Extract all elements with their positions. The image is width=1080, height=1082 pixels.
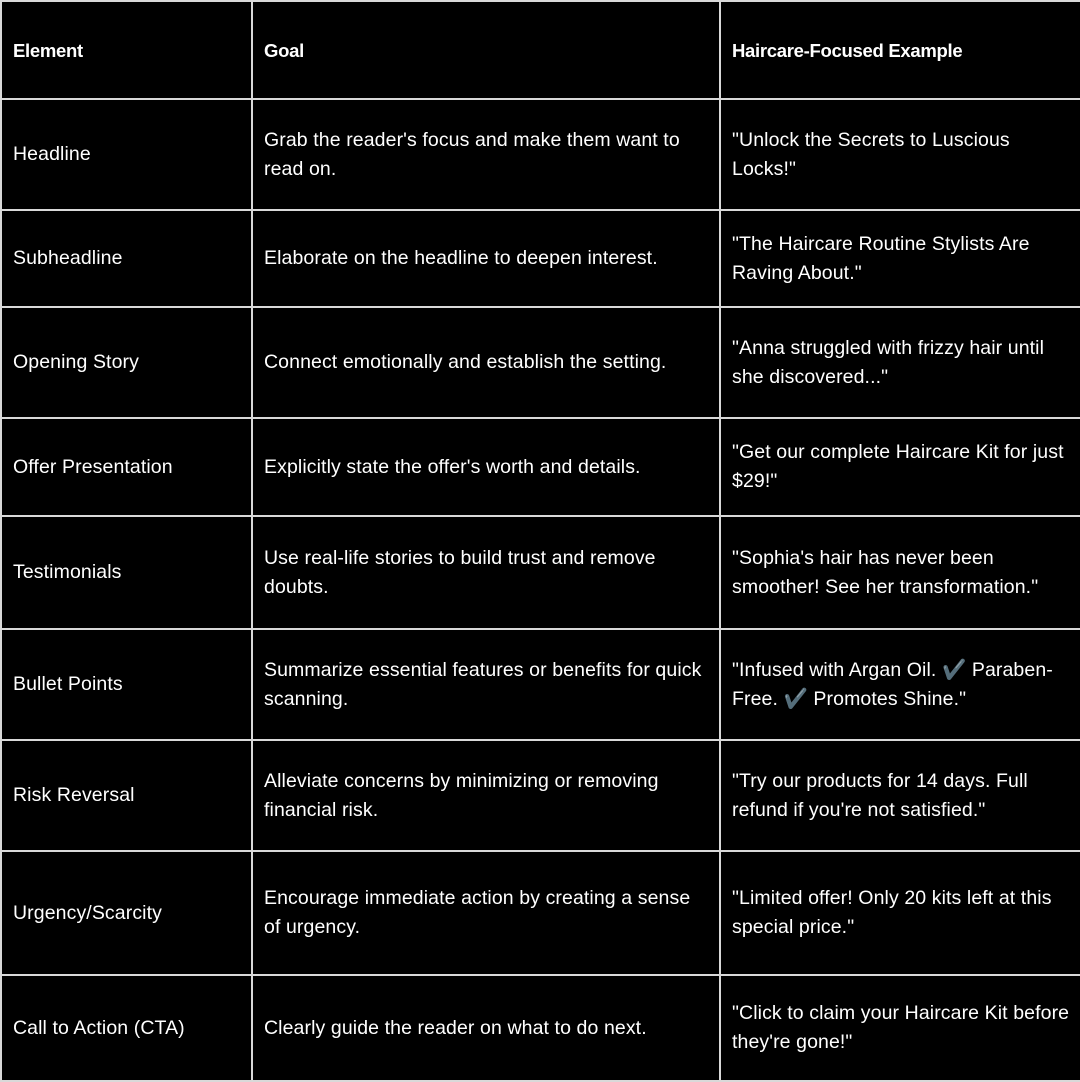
header-goal: Goal [252, 1, 720, 99]
cell-element: Testimonials [1, 516, 252, 629]
cell-goal: Encourage immediate action by creating a sense of urgency. [252, 851, 720, 975]
cell-example: "Click to claim your Haircare Kit before they're gone!" [720, 975, 1080, 1081]
table-row [1, 99, 1080, 210]
cell-goal: Connect emotionally and establish the setting. [252, 307, 720, 418]
header-row [1, 1, 1080, 99]
table-row [1, 516, 1080, 629]
cell-element: Bullet Points [1, 629, 252, 740]
cell-element: Subheadline [1, 210, 252, 307]
cell-goal: Elaborate on the headline to deepen interest. [252, 210, 720, 307]
cell-example: "Infused with Argan Oil. ✔️ Paraben-Free. ✔️ Promotes Shine." [720, 629, 1080, 740]
cell-example: "The Haircare Routine Stylists Are Raving About." [720, 210, 1080, 307]
table-row [1, 307, 1080, 418]
cell-element: Call to Action (CTA) [1, 975, 252, 1081]
cell-example: "Sophia's hair has never been smoother! See her transformation." [720, 516, 1080, 629]
cell-goal: Use real-life stories to build trust and remove doubts. [252, 516, 720, 629]
cell-example: "Limited offer! Only 20 kits left at this special price." [720, 851, 1080, 975]
table-row [1, 418, 1080, 516]
cell-element: Headline [1, 99, 252, 210]
cell-goal: Alleviate concerns by minimizing or removing financial risk. [252, 740, 720, 851]
cell-element: Offer Presentation [1, 418, 252, 516]
table-row [1, 975, 1080, 1081]
cell-example: "Try our products for 14 days. Full refund if you're not satisfied." [720, 740, 1080, 851]
cell-goal: Summarize essential features or benefits for quick scanning. [252, 629, 720, 740]
cell-goal: Grab the reader's focus and make them want to read on. [252, 99, 720, 210]
cell-example: "Get our complete Haircare Kit for just $29!" [720, 418, 1080, 516]
cell-example: "Unlock the Secrets to Luscious Locks!" [720, 99, 1080, 210]
table-row [1, 629, 1080, 740]
cell-example: "Anna struggled with frizzy hair until she discovered..." [720, 307, 1080, 418]
cell-element: Urgency/Scarcity [1, 851, 252, 975]
cell-goal: Clearly guide the reader on what to do next. [252, 975, 720, 1081]
table-row [1, 210, 1080, 307]
cell-goal: Explicitly state the offer's worth and details. [252, 418, 720, 516]
table-row [1, 851, 1080, 975]
header-element: Element [1, 1, 252, 99]
cell-element: Risk Reversal [1, 740, 252, 851]
table-row [1, 740, 1080, 851]
cell-element: Opening Story [1, 307, 252, 418]
header-example: Haircare-Focused Example [720, 1, 1080, 99]
